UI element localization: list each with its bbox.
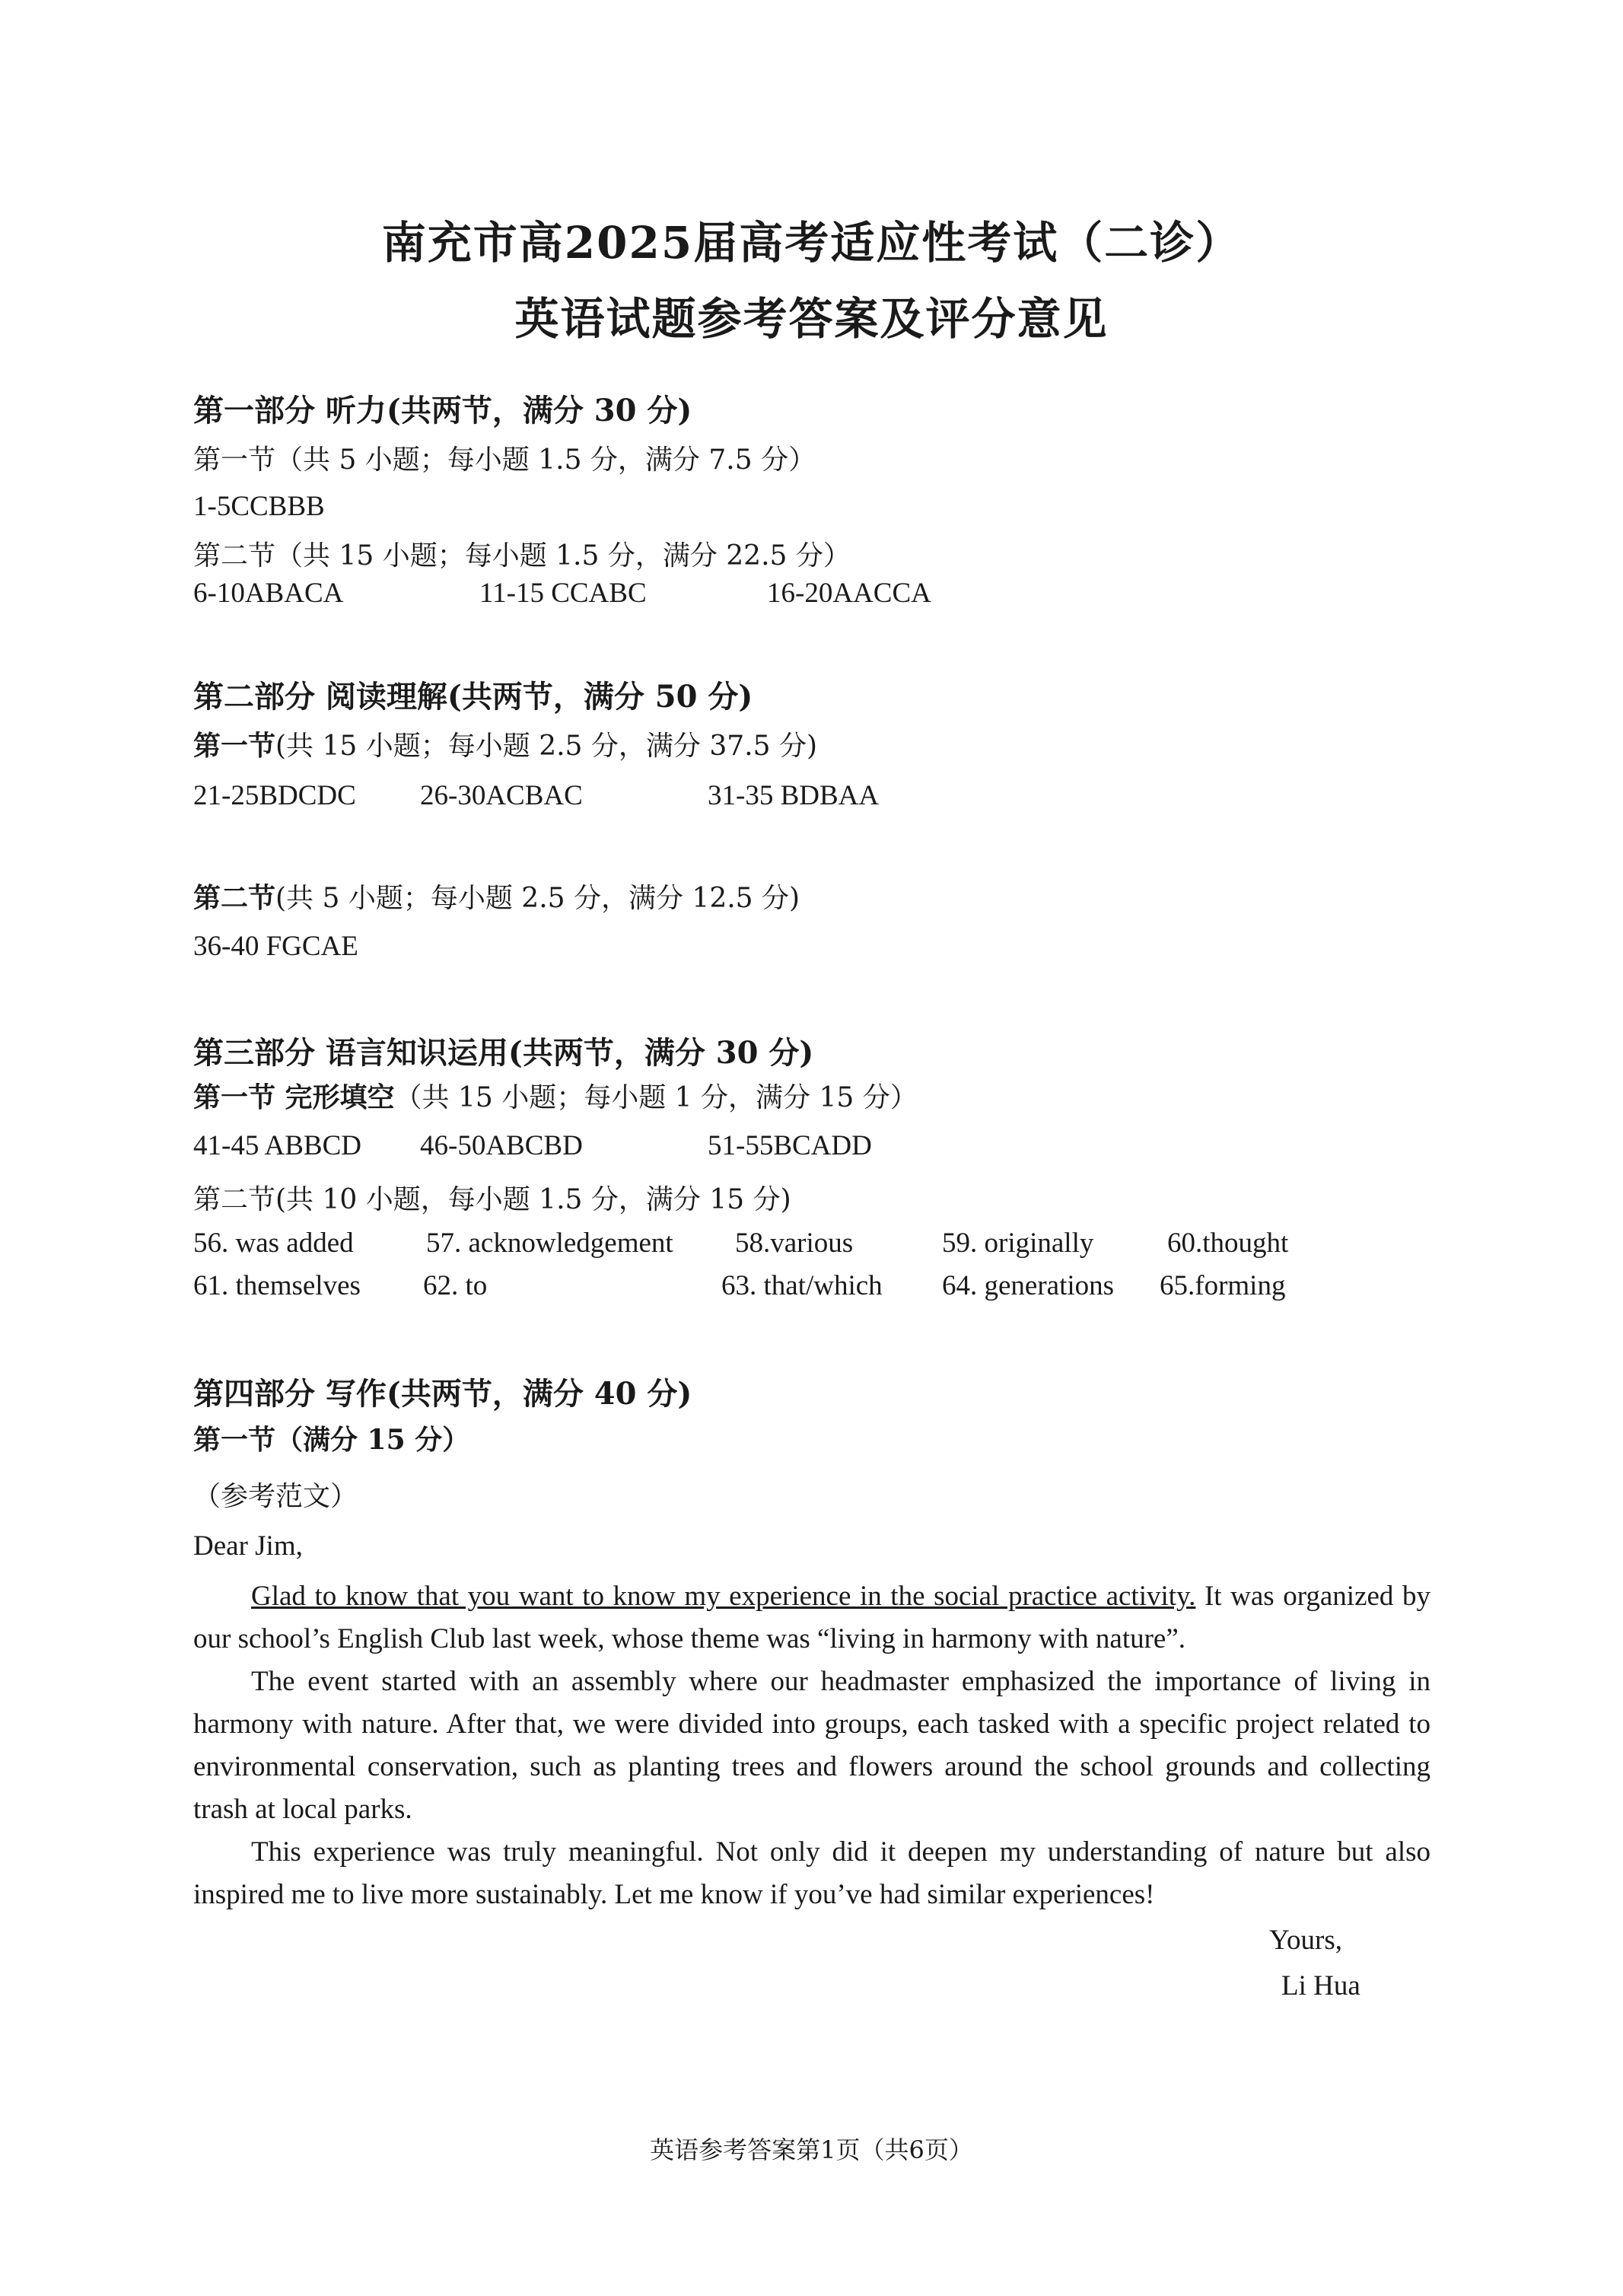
section-detail: (共 15 小题；每小题 2.5 分，满分 37.5 分) [275, 731, 817, 762]
section-label: 第一节 [193, 730, 276, 762]
section-label: 第二节 [193, 882, 276, 914]
answer-group: 11-15 CCABC [479, 578, 647, 609]
part4-section1-heading: 第一节（满分 15 分） [193, 1424, 470, 1456]
answer-group: 26-30ACBAC [420, 780, 583, 811]
answer-group: 41-45 ABBCD [193, 1130, 362, 1161]
page-footer: 英语参考答案第1页（共6页） [650, 2135, 973, 2164]
section-detail: （共 15 小题；每小题 1 分，满分 15 分） [394, 1082, 918, 1113]
answer-group: 46-50ABCBD [420, 1130, 583, 1161]
part1-section1-heading: 第一节（共 5 小题；每小题 1.5 分，满分 7.5 分） [193, 444, 816, 476]
answer-group: 6-10ABACA [193, 578, 344, 609]
page-subtitle: 英语试题参考答案及评分意见 [514, 293, 1109, 345]
answer-item: 56. was added [193, 1228, 354, 1259]
answer-item: 63. that/which [721, 1270, 883, 1301]
answer-item: 61. themselves [193, 1270, 361, 1301]
letter-paragraph: This experience was truly meaningful. Not only did it deepen my understanding of nature but also inspired me to live more sustainably. Let me know if you’ve had similar experiences! [193, 1836, 1430, 1910]
answer-group: 36-40 FGCAE [193, 931, 358, 962]
section-detail: (共 5 小题；每小题 2.5 分，满分 12.5 分) [275, 883, 800, 914]
answer-item: 59. originally [942, 1228, 1094, 1259]
answer-item: 64. generations [942, 1270, 1115, 1301]
answer-group: 1-5CCBBB [193, 491, 325, 522]
part3-section1-heading [193, 1076, 918, 1115]
part3-section2-heading: 第二节(共 10 小题，每小题 1.5 分，满分 15 分) [193, 1184, 791, 1215]
answer-item: 58.various [735, 1228, 854, 1259]
answer-group: 31-35 BDBAA [708, 780, 880, 811]
underlined-sentence: Glad to know that you want to know my experience in the social practice activity. [251, 1581, 1196, 1612]
answer-item: 62. to [423, 1270, 488, 1301]
letter-paragraph: The event started with an assembly where our headmaster emphasized the importance of living in harmony with nature. After that, we were divided into groups, each tasked with a specific project related to environmental conservation, such as planting trees and flowers around the school grounds and collecting trash at local parks. [193, 1666, 1430, 1825]
part1-section2-heading: 第二节（共 15 小题；每小题 1.5 分，满分 22.5 分） [193, 540, 851, 572]
part3-heading: 第三部分 语言知识运用(共两节，满分 30 分) [193, 1035, 814, 1071]
answer-group: 16-20AACCA [767, 578, 931, 609]
answer-item: 65.forming [1160, 1270, 1286, 1301]
sample-essay-label: （参考范文） [193, 1481, 358, 1512]
letter-greeting: Dear Jim, [193, 1530, 303, 1562]
answer-item: 57. acknowledgement [426, 1228, 673, 1259]
part2-section2-heading [193, 877, 800, 916]
part2-section1-heading [193, 724, 817, 763]
letter-closing: Yours, [1269, 1925, 1342, 1956]
answer-group: 51-55BCADD [708, 1130, 872, 1161]
section-label: 第一节 完形填空 [193, 1081, 395, 1113]
letter-signature: Li Hua [1281, 1970, 1360, 2001]
page-title: 南充市高2025届高考适应性考试（二诊） [381, 217, 1242, 269]
letter-paragraph [193, 1575, 1430, 1661]
part2-heading: 第二部分 阅读理解(共两节，满分 50 分) [193, 679, 753, 715]
answer-item: 60.thought [1167, 1228, 1289, 1259]
part1-heading: 第一部分 听力(共两节，满分 30 分) [193, 393, 692, 428]
paragraph-text: It was organized by our school’s English Club last week, whose theme was “living in harmony with nature”. [193, 1581, 1430, 1654]
answer-group: 21-25BDCDC [193, 780, 356, 811]
part4-heading: 第四部分 写作(共两节，满分 40 分) [193, 1376, 692, 1412]
